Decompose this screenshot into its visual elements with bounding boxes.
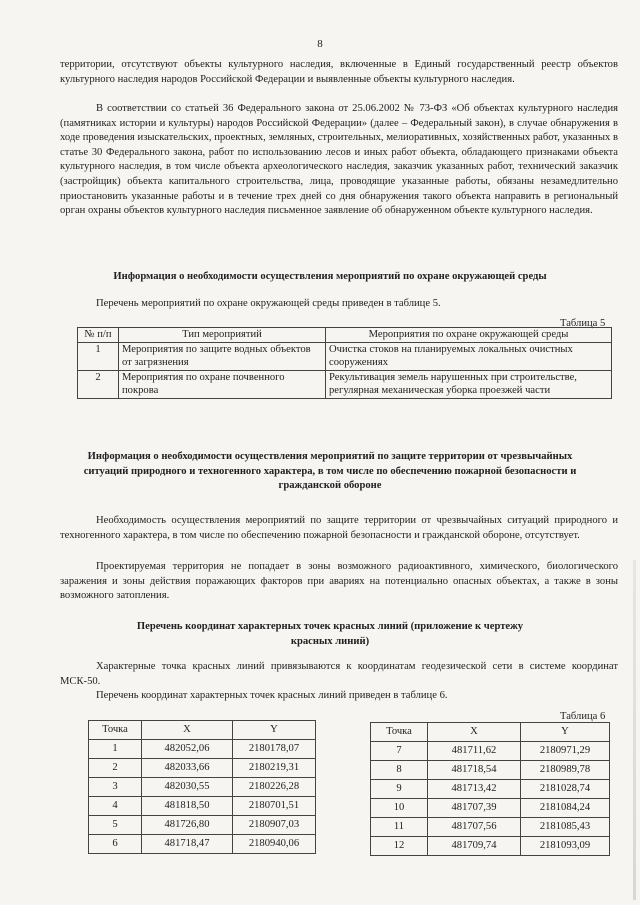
table6-caption: Таблица 6 bbox=[560, 711, 606, 722]
table-cell: 2181084,24 bbox=[521, 799, 610, 818]
table-cell: Очистка стоков на планируемых локальных очистных сооружениях bbox=[326, 342, 612, 370]
table-cell: 4 bbox=[89, 797, 142, 816]
table-cell: 2 bbox=[89, 759, 142, 778]
table-cell: 2 bbox=[78, 370, 119, 398]
table-cell: 7 bbox=[371, 742, 428, 761]
law-paragraph: В соответствии со статьей 36 Федерального закона от 25.06.2002 № 73-ФЗ «Об объектах культурного наследия (памятниках истории и культуры) народов Российской Федерации» (далее – Федеральный закон), в случае обнаружения в ходе проведения изыскательских, проектных, земляных, строительных, мелиоративных, хозяйственных работ, указанных в статье 30 Федерального закона, работ по использованию лесов и иных работ объекта, обладающего признаками объекта культурного наследия, в том числе объекта археологического наследия, заказчик указанных работ, технический заказчик (застройщик) объекта капитального строительства, лица, проводящие указанные работы, обязаны незамедлительно приостановить указанные работы и в течение трех дней со дня обнаружения такого объекта направить в региональный орган охраны объектов культурного наследия письменное заявление об обнаруженном объекте культурного наследия. bbox=[60, 103, 618, 217]
environment-heading: Информация о необходимости осуществления мероприятий по охране окружающей среды bbox=[113, 271, 547, 282]
table-cell: 481709,74 bbox=[428, 837, 521, 856]
table-row bbox=[371, 780, 610, 799]
emergency-heading: Информация о необходимости осуществления мероприятий по защите территории от чрезвычайных ситуаций природного и техногенного характера, в том числе по обеспечению пожарной безопасности и гражданской обороне bbox=[83, 451, 577, 492]
table-cell: 482052,06 bbox=[142, 740, 233, 759]
table-cell: 481707,56 bbox=[428, 818, 521, 837]
table-cell: 12 bbox=[371, 837, 428, 856]
coordinates-heading: Перечень координат характерных точек красных линий (приложение к чертежу красных линий) bbox=[136, 621, 524, 647]
table-cell: 481707,39 bbox=[428, 799, 521, 818]
table-cell: Рекультивация земель нарушенных при строительстве, регулярная механическая уборка проезжей части bbox=[326, 370, 612, 398]
table-cell: 2181028,74 bbox=[521, 780, 610, 799]
table-row bbox=[89, 778, 316, 797]
environment-table bbox=[77, 327, 612, 399]
table-row bbox=[78, 370, 612, 398]
column-header: Точка bbox=[371, 723, 428, 742]
table5-caption: Таблица 5 bbox=[560, 318, 606, 329]
table-cell: 482033,66 bbox=[142, 759, 233, 778]
table-row bbox=[371, 742, 610, 761]
coordinates-table-left bbox=[88, 720, 316, 854]
table-cell: 481713,42 bbox=[428, 780, 521, 799]
table-row bbox=[371, 799, 610, 818]
table-cell: 8 bbox=[371, 761, 428, 780]
column-header: № п/п bbox=[78, 328, 119, 343]
table-cell: 481718,54 bbox=[428, 761, 521, 780]
table-cell: 2181085,43 bbox=[521, 818, 610, 837]
table-cell: 2180178,07 bbox=[233, 740, 316, 759]
table-row bbox=[89, 835, 316, 854]
table-cell: 1 bbox=[78, 342, 119, 370]
table-cell: Мероприятия по защите водных объектов от загрязнения bbox=[119, 342, 326, 370]
table-cell: 11 bbox=[371, 818, 428, 837]
table-row bbox=[89, 759, 316, 778]
column-header: X bbox=[428, 723, 521, 742]
coordinates-paragraph-2: Перечень координат характерных точек красных линий приведен в таблице 6. bbox=[96, 690, 448, 701]
table-cell: 3 bbox=[89, 778, 142, 797]
emergency-paragraph-1: Необходимость осуществления мероприятий по защите территории от чрезвычайных ситуаций природного и техногенного характера, в том числе по обеспечению пожарной безопасности и гражданской обороне, отсутствует. bbox=[60, 515, 618, 541]
table-row bbox=[371, 761, 610, 780]
table-header-row bbox=[371, 723, 610, 742]
environment-paragraph: Перечень мероприятий по охране окружающей среды приведен в таблице 5. bbox=[96, 298, 441, 309]
table-row bbox=[371, 837, 610, 856]
column-header: Тип мероприятий bbox=[119, 328, 326, 343]
table-cell: 482030,55 bbox=[142, 778, 233, 797]
table-cell: 2180226,28 bbox=[233, 778, 316, 797]
table-cell: 481718,47 bbox=[142, 835, 233, 854]
table-row bbox=[89, 797, 316, 816]
table-cell: 1 bbox=[89, 740, 142, 759]
intro-paragraph: территории, отсутствуют объекты культурного наследия, включенные в Единый государственный реестр объектов культурного наследия народов Российской Федерации и выявленные объекты культурного наследия. bbox=[60, 59, 618, 85]
column-header: Мероприятия по охране окружающей среды bbox=[326, 328, 612, 343]
coordinates-paragraph-1: Характерные точка красных линий привязываются к координатам геодезической сети в системе координат МСК-50. bbox=[60, 661, 618, 687]
table-cell: 2180907,03 bbox=[233, 816, 316, 835]
table-cell: 9 bbox=[371, 780, 428, 799]
table-cell: 10 bbox=[371, 799, 428, 818]
column-header: Точка bbox=[89, 721, 142, 740]
table-cell: 2180971,29 bbox=[521, 742, 610, 761]
table-header-row bbox=[78, 328, 612, 343]
coordinates-table-right bbox=[370, 722, 610, 856]
table-row bbox=[89, 740, 316, 759]
table-row bbox=[89, 816, 316, 835]
table-cell: 481726,80 bbox=[142, 816, 233, 835]
table-cell: 6 bbox=[89, 835, 142, 854]
table-cell: 2180989,78 bbox=[521, 761, 610, 780]
column-header: Y bbox=[233, 721, 316, 740]
table-cell: 5 bbox=[89, 816, 142, 835]
emergency-paragraph-2: Проектируемая территория не попадает в зоны возможного радиоактивного, химического, биологического заражения и зоны действия поражающих факторов при авариях на потенциально опасных объектах, а также в зоны возможного затопления. bbox=[60, 561, 618, 602]
table-cell: 481818,50 bbox=[142, 797, 233, 816]
table-cell: 2180701,51 bbox=[233, 797, 316, 816]
column-header: X bbox=[142, 721, 233, 740]
table-cell: Мероприятия по охране почвенного покрова bbox=[119, 370, 326, 398]
scan-edge-shadow bbox=[633, 560, 636, 900]
column-header: Y bbox=[521, 723, 610, 742]
table-row bbox=[78, 342, 612, 370]
table-header-row bbox=[89, 721, 316, 740]
table-cell: 2181093,09 bbox=[521, 837, 610, 856]
table-cell: 2180219,31 bbox=[233, 759, 316, 778]
page-number: 8 bbox=[317, 38, 323, 50]
table-cell: 2180940,06 bbox=[233, 835, 316, 854]
table-cell: 481711,62 bbox=[428, 742, 521, 761]
table-row bbox=[371, 818, 610, 837]
